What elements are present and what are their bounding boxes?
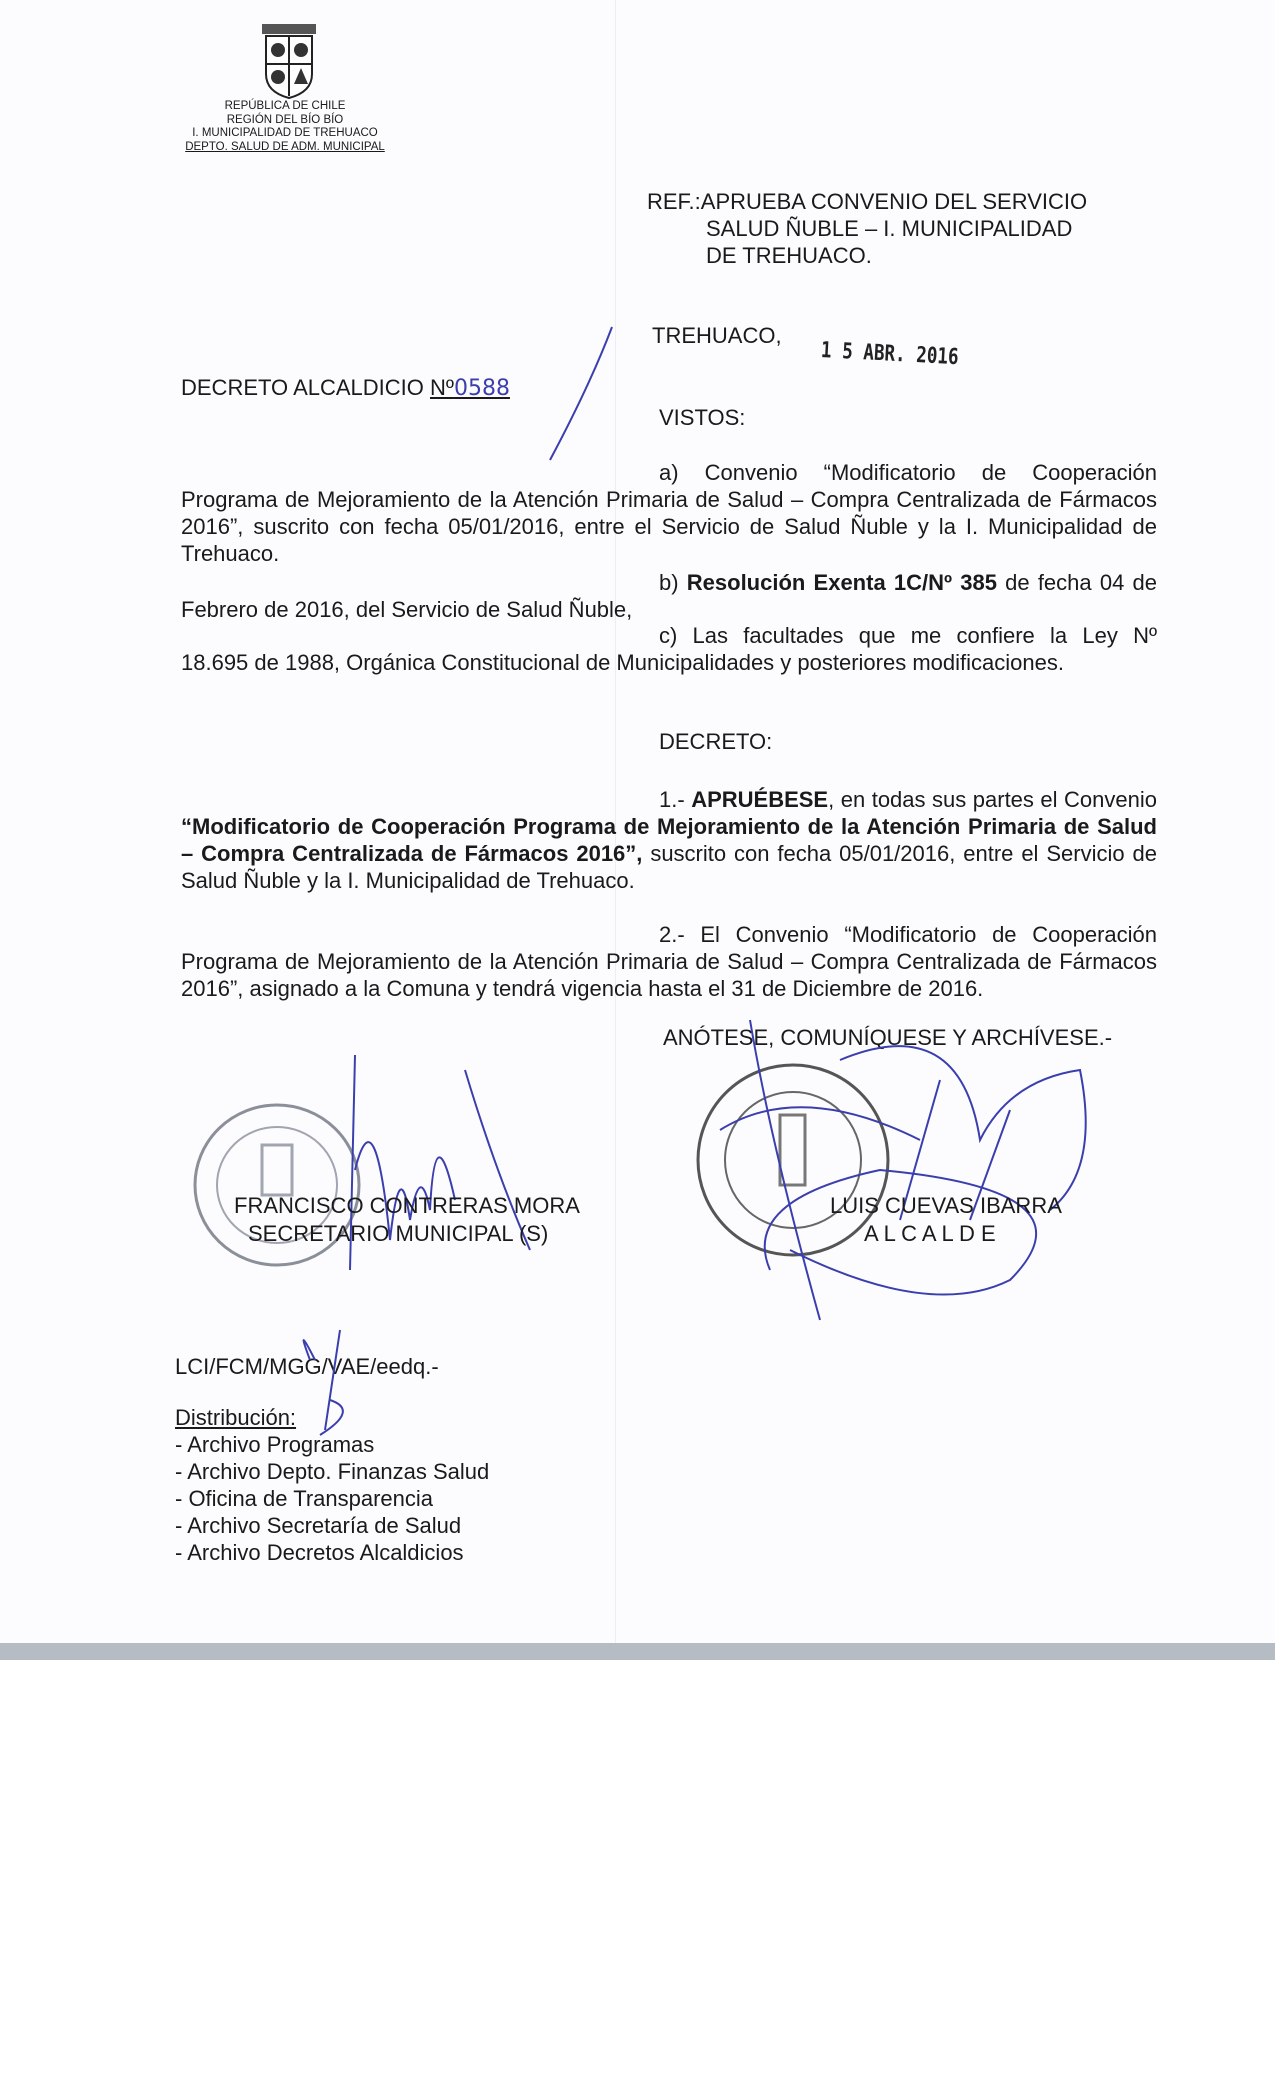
letterhead-line: DEPTO. SALUD DE ADM. MUNICIPAL xyxy=(185,140,385,153)
distribution-item: - Archivo Secretaría de Salud xyxy=(175,1513,462,1538)
distribution-item: - Archivo Depto. Finanzas Salud xyxy=(175,1459,490,1484)
decree-label: DECRETO ALCALDICIO xyxy=(181,375,424,400)
decreto-title: DECRETO: xyxy=(659,729,773,754)
place: TREHUACO, xyxy=(652,323,782,348)
vistos-a: a) Convenio “Modificatorio de Cooperación Programa de Mejoramiento de la Atención Primaria de Salud – Compra Centralizada de Fármacos 2016”, suscrito con fecha 05/01/2016, entre el Servicio de Salud Ñuble y la I. Municipalidad de Trehuaco. xyxy=(181,460,1157,566)
vistos-title: VISTOS: xyxy=(659,405,746,430)
ref-line: SALUD ÑUBLE – I. MUNICIPALIDAD xyxy=(706,216,1073,241)
closing: ANÓTESE, COMUNÍQUESE Y ARCHÍVESE.- xyxy=(663,1025,1113,1050)
secretary-name: FRANCISCO CONTRERAS MORA xyxy=(234,1193,580,1218)
p1-bold: APRUÉBESE xyxy=(691,787,829,812)
distribution-title: Distribución: xyxy=(175,1405,297,1430)
p1-rest: suscrito con fecha 05/01/2016, entre el Servicio de Salud Ñuble y la I. Municipalidad de Trehuaco. xyxy=(181,841,1157,893)
vistos-b-prefix: b) xyxy=(659,570,687,595)
scan-edge xyxy=(0,1643,1275,1660)
decree-number-line xyxy=(181,374,510,402)
decreto-point-1 xyxy=(181,786,1157,894)
decreto-point-2: 2.- El Convenio “Modificatorio de Cooperación Programa de Mejoramiento de la Atención Primaria de Salud – Compra Centralizada de Fármacos 2016”, asignado a la Comuna y tendrá vigencia hasta el 31 de Diciembre de 2016. xyxy=(181,922,1157,1001)
pen-slash xyxy=(540,325,620,465)
distribution-item: - Archivo Decretos Alcaldicios xyxy=(175,1540,464,1565)
vistos-b-rest: de fecha 04 de Febrero de 2016, del Servicio de Salud Ñuble, xyxy=(181,570,1157,622)
secretary-title: SECRETARIO MUNICIPAL (S) xyxy=(248,1221,549,1246)
letterhead xyxy=(170,100,400,154)
letterhead-line: REGIÓN DEL BÍO BÍO xyxy=(226,113,344,126)
distribution-item: - Archivo Programas xyxy=(175,1432,375,1457)
vistos-b-resolution: Resolución Exenta 1C/Nº 385 xyxy=(686,570,997,595)
letterhead-line: I. MUNICIPALIDAD DE TREHUACO xyxy=(192,127,378,139)
vistos-b xyxy=(181,569,1157,623)
p1-prefix: 1.- xyxy=(659,787,692,812)
date-stamp: 1 5 ABR. 2016 xyxy=(820,338,960,371)
letterhead-line: REPÚBLICA DE CHILE xyxy=(224,100,346,112)
decree-number: 0588 xyxy=(453,376,510,401)
ref-line: DE TREHUACO. xyxy=(706,243,872,268)
p1-convenio-title: “Modificatorio de Cooperación Programa de Mejoramiento de la Atención Primaria de Salud – Compra Centralizada de Fármacos 2016”, xyxy=(181,814,1157,866)
mayor-title: A L C A L D E xyxy=(864,1221,996,1246)
mayor-signature xyxy=(680,1020,1120,1340)
distribution xyxy=(175,1404,489,1566)
vistos-c: c) Las facultades que me confiere la Ley Nº 18.695 de 1988, Orgánica Constitucional de Municipalidades y posteriores modificaciones. xyxy=(181,623,1157,675)
coat-of-arms-logo xyxy=(258,22,320,100)
initials: LCI/FCM/MGG/VAE/eedq.- xyxy=(175,1354,439,1379)
decree-number-prefix: Nº xyxy=(430,375,454,400)
p1-mid: , en todas sus partes el Convenio xyxy=(828,787,1157,812)
distribution-item: - Oficina de Transparencia xyxy=(175,1486,434,1511)
ref-line: REF.:APRUEBA CONVENIO DEL SERVICIO xyxy=(647,189,1088,214)
mayor-name: LUIS CUEVAS IBARRA xyxy=(830,1193,1062,1218)
